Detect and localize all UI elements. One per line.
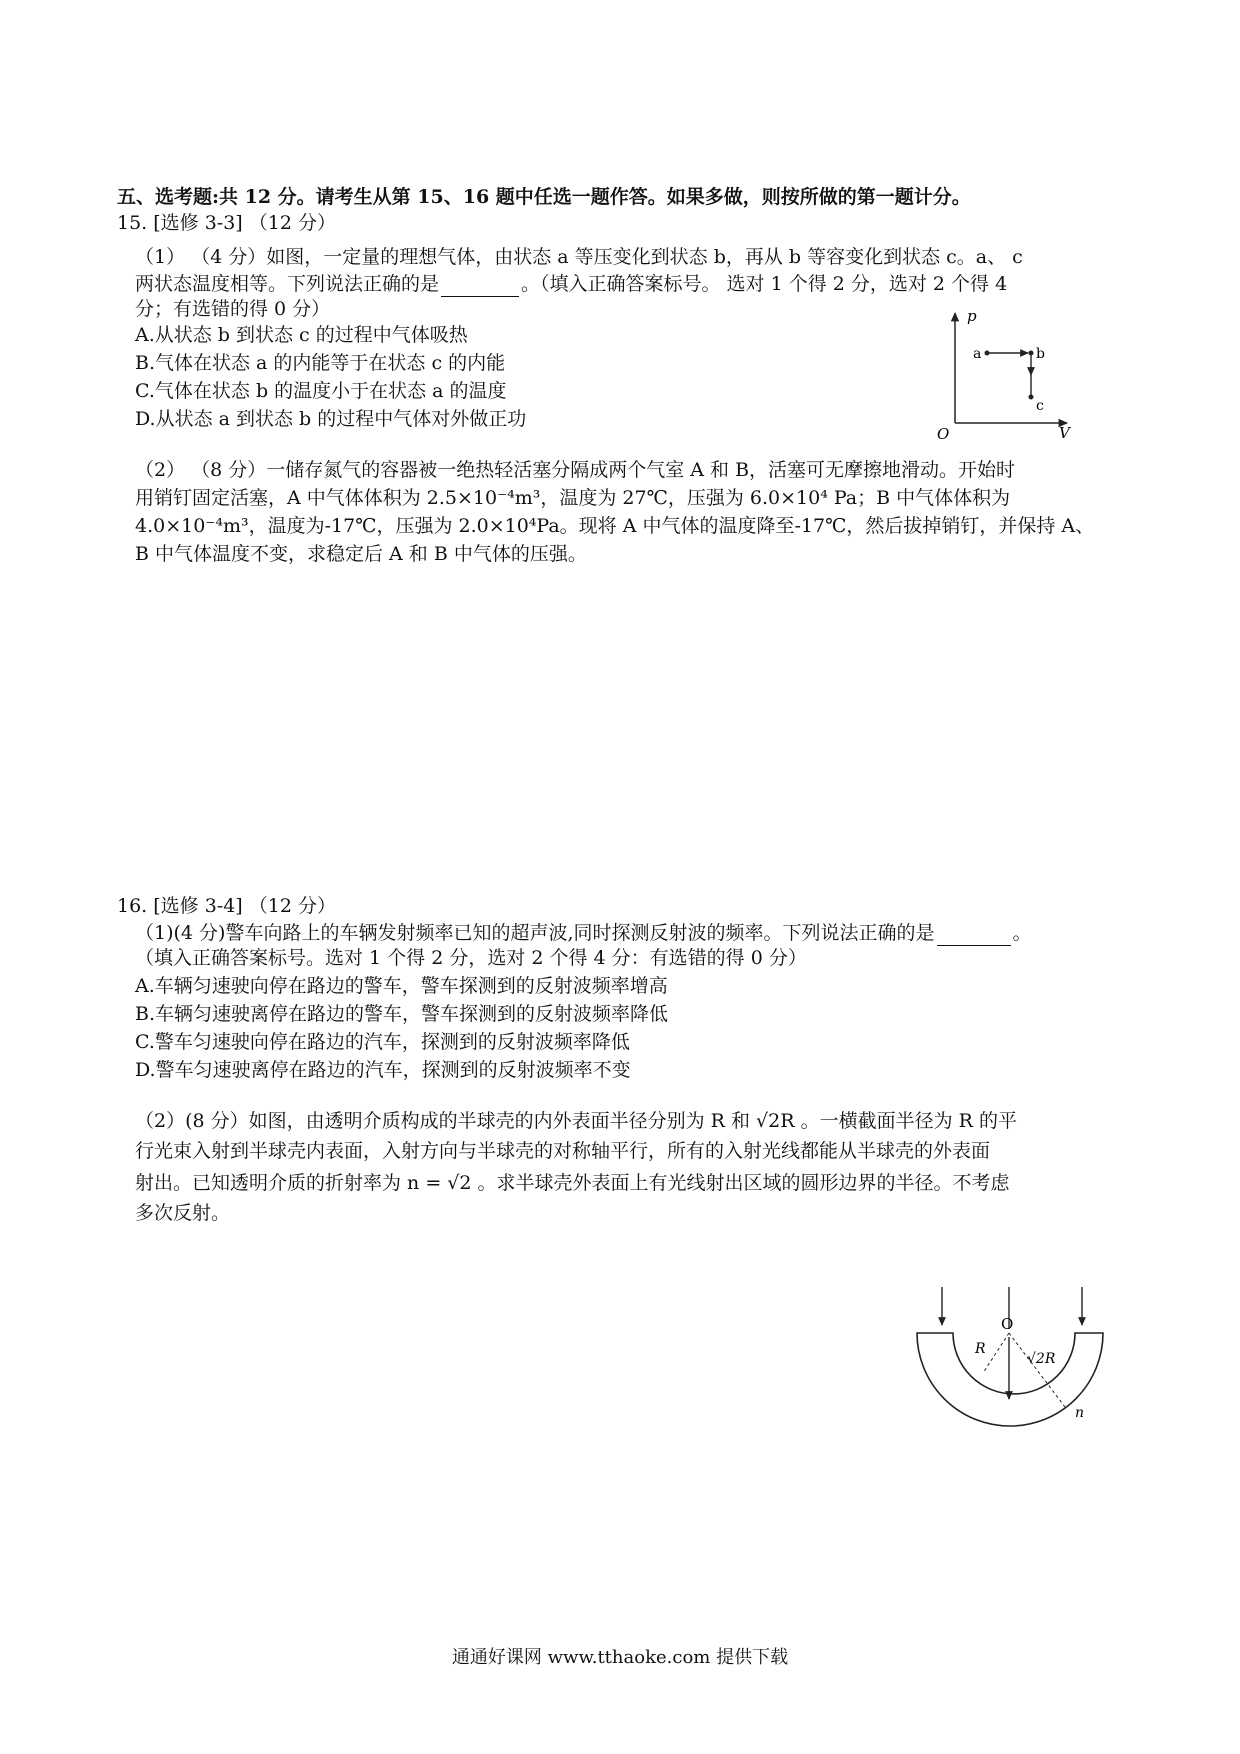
q16-p1-line1-after: 。 bbox=[1012, 922, 1032, 944]
q15-option-a: A.从状态 b 到状态 c 的过程中气体吸热 bbox=[135, 324, 468, 346]
q16-option-c: C.警车匀速驶向停在路边的汽车，探测到的反射波频率降低 bbox=[135, 1031, 630, 1053]
q15-option-b: B.气体在状态 a 的内能等于在状态 c 的内能 bbox=[135, 352, 506, 374]
q16-p1-line1-before: （1)(4 分)警车向路上的车辆发射频率已知的超声波,同时探测反射波的频率。下列说法正确的是 bbox=[135, 922, 935, 944]
p-axis-label: p bbox=[967, 307, 977, 325]
v-axis-label: V bbox=[1059, 424, 1070, 440]
pv-diagram bbox=[935, 305, 1075, 440]
q15-p2-line1: （2） （8 分）一储存氮气的容器被一绝热轻活塞分隔成两个气室 A 和 B，活塞可无摩擦地滑动。开始时 bbox=[135, 459, 1016, 481]
q15-option-c: C.气体在状态 b 的温度小于在状态 a 的温度 bbox=[135, 380, 507, 402]
q15-p2-line4: B 中气体温度不变，求稳定后 A 和 B 中气体的压强。 bbox=[135, 543, 587, 565]
q16-option-d: D.警车匀速驶离停在路边的汽车，探测到的反射波频率不变 bbox=[135, 1059, 631, 1081]
q15-p1-line2-before: 两状态温度相等。下列说法正确的是 bbox=[135, 273, 440, 295]
q15-p1-line3: 分；有选错的得 0 分） bbox=[135, 298, 331, 320]
point-b bbox=[1029, 351, 1034, 356]
q16-p2-line1: （2）(8 分）如图，由透明介质构成的半球壳的内外表面半径分别为 R 和 √2R 。一横截面半径为 R 的平 bbox=[135, 1110, 1017, 1132]
q16-p2-line3: 射出。已知透明介质的折射率为 n = √2 。求半球壳外表面上有光线射出区域的圆形边界的半径。不考虑 bbox=[135, 1172, 1010, 1194]
hemisphere-shell-diagram bbox=[905, 1283, 1125, 1463]
label-b: b bbox=[1036, 346, 1045, 362]
q15-p2-line3: 4.0×10⁻⁴m³，温度为-17℃，压强为 2.0×10⁴Pa。现将 A 中气体的温度降至-17℃，然后拔掉销钉，并保持 A、 bbox=[135, 515, 1095, 537]
q15-p2-line2: 用销钉固定活塞，A 中气体体积为 2.5×10⁻⁴m³，温度为 27℃，压强为 6.0×10⁴ Pa；B 中气体体积为 bbox=[135, 487, 1011, 509]
index-label: n bbox=[1075, 1405, 1085, 1421]
inner-radius-label: R bbox=[975, 1341, 986, 1357]
label-c: c bbox=[1036, 398, 1044, 414]
q16-option-a: A.车辆匀速驶向停在路边的警车，警车探测到的反射波频率增高 bbox=[135, 975, 668, 997]
q15-p1-line2-after: 。（填入正确答案标号。 选对 1 个得 2 分，选对 2 个得 4 bbox=[521, 273, 1008, 295]
q16-p2-line2: 行光束入射到半球壳内表面，入射方向与半球壳的对称轴平行，所有的入射光线都能从半球壳的外表面 bbox=[135, 1140, 991, 1162]
q16-p1-line1 bbox=[135, 919, 1032, 946]
q16-option-b: B.车辆匀速驶离停在路边的警车，警车探测到的反射波频率降低 bbox=[135, 1003, 669, 1025]
answer-blank bbox=[441, 270, 519, 297]
q16-p1-line2: （填入正确答案标号。选对 1 个得 2 分，选对 2 个得 4 分：有选错的得 0 分） bbox=[135, 947, 807, 969]
q15-p1-line1: （1） （4 分）如图，一定量的理想气体，由状态 a 等压变化到状态 b，再从 b 等容变化到状态 c。a、 c bbox=[135, 246, 1023, 268]
point-a bbox=[985, 351, 990, 356]
outer-radius-label: √2R bbox=[1027, 1351, 1056, 1367]
label-a: a bbox=[973, 346, 982, 362]
q15-title: 15. [选修 3-3] （12 分） bbox=[117, 212, 336, 234]
origin-label: O bbox=[937, 425, 950, 440]
radius-sqrt2r-line bbox=[1009, 1333, 1065, 1407]
footer: 通通好课网 www.tthaoke.com 提供下载 bbox=[451, 1647, 789, 1668]
section-header: 五、选考题:共 12 分。请考生从第 15、16 题中任选一题作答。如果多做，则按所做的第一题计分。 bbox=[117, 186, 971, 208]
point-c bbox=[1029, 395, 1034, 400]
center-label: O bbox=[1001, 1315, 1014, 1333]
answer-blank bbox=[937, 919, 1011, 946]
q15-p1-line2 bbox=[135, 270, 1007, 297]
q15-option-d: D.从状态 a 到状态 b 的过程中气体对外做正功 bbox=[135, 408, 527, 430]
q16-title: 16. [选修 3-4] （12 分） bbox=[117, 895, 336, 917]
radius-r-line bbox=[983, 1333, 1009, 1373]
q16-p2-line4: 多次反射。 bbox=[135, 1202, 231, 1224]
